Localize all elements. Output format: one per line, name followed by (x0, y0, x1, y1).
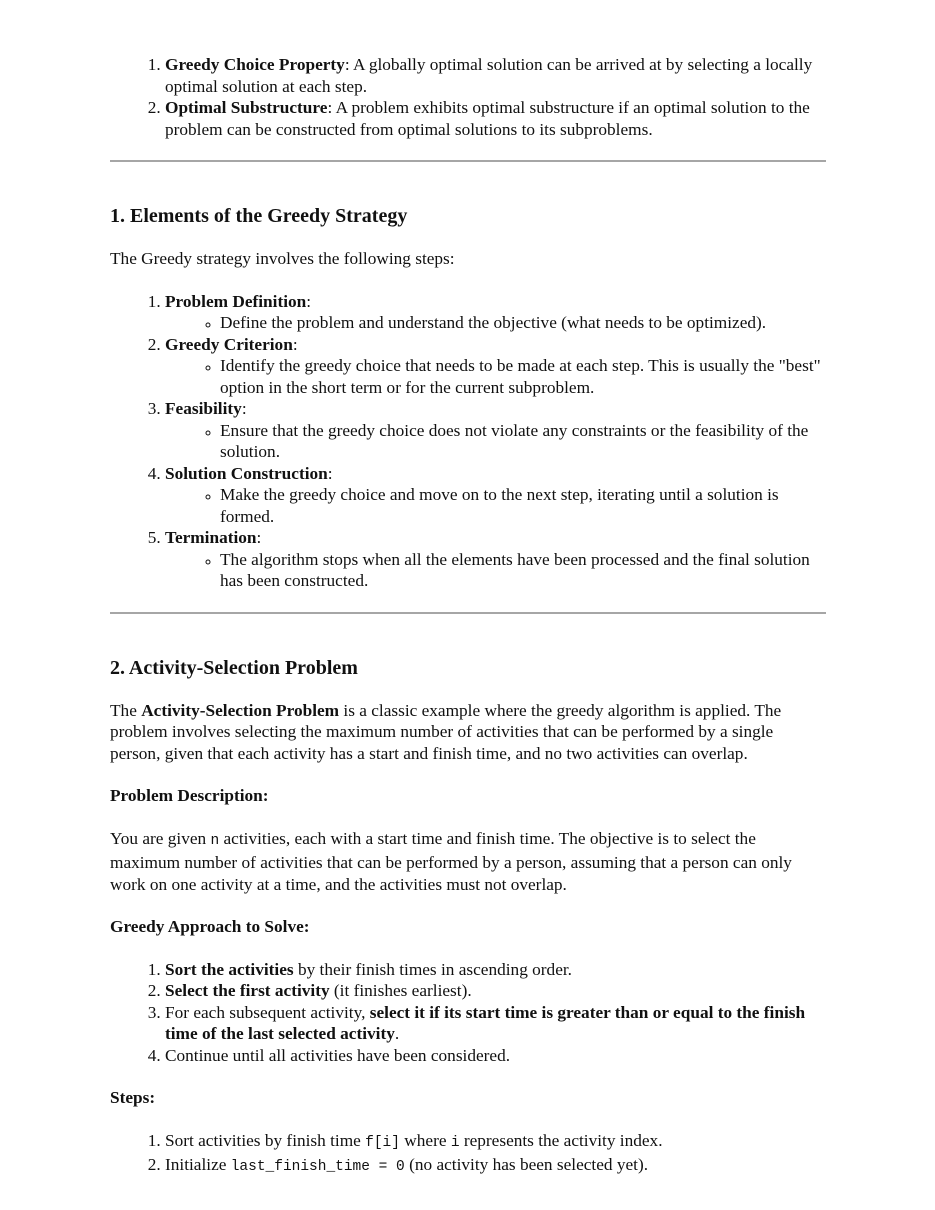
section-intro (110, 700, 826, 765)
inline-code: n (210, 832, 220, 849)
list-item (165, 54, 826, 97)
step-term: Feasibility (165, 399, 242, 418)
subheading (110, 1087, 826, 1109)
description-heading: Problem Description: (110, 786, 269, 805)
steps-list-2 (110, 1130, 826, 1179)
list-item (165, 980, 826, 1002)
approach-bold: Sort the activities (165, 959, 294, 979)
property-text: : A problem exhibits optimal substructure if an optimal solution to the problem can be constructed from optimal solutions to its subproblems. (165, 98, 810, 139)
section-heading: 2. Activity-Selection Problem (110, 656, 358, 679)
list-item (165, 959, 826, 981)
step-term: Termination (165, 528, 257, 547)
list-item (165, 1154, 826, 1179)
approach-list (110, 959, 826, 1067)
step-text: where (399, 1130, 451, 1150)
approach-text: (it finishes earliest). (329, 981, 472, 1000)
sub-item: ◦ Define the problem and understand the objective (what needs to be optimized). (220, 312, 826, 334)
sub-list (165, 484, 826, 527)
inline-code: i (450, 1134, 460, 1151)
colon: : (241, 399, 247, 418)
property-term: Optimal Substructure (165, 98, 328, 117)
approach-bold: Select the first activity (165, 981, 330, 1000)
section-intro: The Greedy strategy involves the following steps: (110, 249, 455, 268)
desc-text: You are given (110, 828, 211, 848)
steps-heading: Steps: (110, 1088, 156, 1107)
approach-text: For each subsequent activity, (165, 1002, 370, 1022)
step-text: Initialize (165, 1155, 231, 1174)
colon: : (256, 528, 262, 547)
sub-list (165, 312, 826, 334)
colon: : (306, 291, 312, 311)
step-text: (no activity has been selected yet). (404, 1155, 649, 1174)
property-list (110, 54, 826, 140)
section-heading: 1. Elements of the Greedy Strategy (110, 205, 408, 227)
desc-text: activities, each with a start time and finish time. The objective is to select the maximum number of activities that can be performed by a person, assuming that a person can only work on one activity at a time, and the activities must not overlap. (110, 828, 792, 894)
subheading (110, 916, 826, 938)
divider (110, 160, 826, 162)
sub-item: ◦ Identify the greedy choice that needs to be made at each step. This is usually the "best" option in the short term or for the current subproblem. (220, 355, 826, 398)
list-item (165, 1130, 826, 1155)
property-text: : A globally optimal solution can be arrived at by selecting a locally optimal solution at each step. (165, 55, 813, 96)
list-item (165, 1002, 826, 1045)
intro-text: The (110, 700, 142, 720)
step-term: Solution Construction (165, 463, 328, 483)
list-item (165, 527, 826, 592)
sub-list (165, 355, 826, 398)
list-item (165, 463, 826, 528)
step-text: represents the activity index. (459, 1130, 663, 1150)
sub-item: ◦ Make the greedy choice and move on to the next step, iterating until a solution is formed. (220, 484, 826, 527)
inline-code: f[i] (365, 1134, 400, 1151)
intro-text: is a classic example where the greedy algorithm is applied. The problem involves selecting the maximum number of activities that can be performed by a single person, given that each activity has a start and finish time, and no two activities can overlap. (110, 700, 782, 763)
approach-heading: Greedy Approach to Solve: (110, 917, 310, 936)
steps-list (110, 291, 826, 592)
list-item (165, 291, 826, 334)
sub-list (165, 420, 826, 463)
sub-list (165, 549, 826, 592)
colon: : (292, 334, 298, 354)
subheading (110, 785, 826, 807)
inline-code: last_finish_time = 0 (230, 1159, 405, 1175)
description-paragraph (110, 828, 826, 896)
step-term: Greedy Criterion (165, 334, 293, 354)
approach-text: . (394, 1024, 400, 1043)
intro-term: Activity-Selection Problem (141, 700, 340, 720)
approach-text: by their finish times in ascending order. (293, 959, 572, 979)
document-page (110, 54, 826, 1179)
approach-text: Continue until all activities have been considered. (165, 1045, 511, 1065)
colon: : (327, 463, 333, 483)
list-item (165, 334, 826, 399)
property-term: Greedy Choice Property (165, 55, 345, 74)
step-text: Sort activities by finish time (165, 1130, 366, 1150)
approach-bold: select it if its start time is greater than or equal to the finish time of the last selected activity (165, 1002, 806, 1043)
list-item (165, 1045, 826, 1067)
sub-item: ◦ Ensure that the greedy choice does not violate any constraints or the feasibility of the solution. (220, 420, 826, 463)
divider (110, 612, 826, 614)
step-term: Problem Definition (165, 291, 307, 311)
list-item (165, 97, 826, 140)
sub-item: ◦ The algorithm stops when all the elements have been processed and the final solution has been constructed. (220, 549, 826, 592)
list-item (165, 398, 826, 463)
